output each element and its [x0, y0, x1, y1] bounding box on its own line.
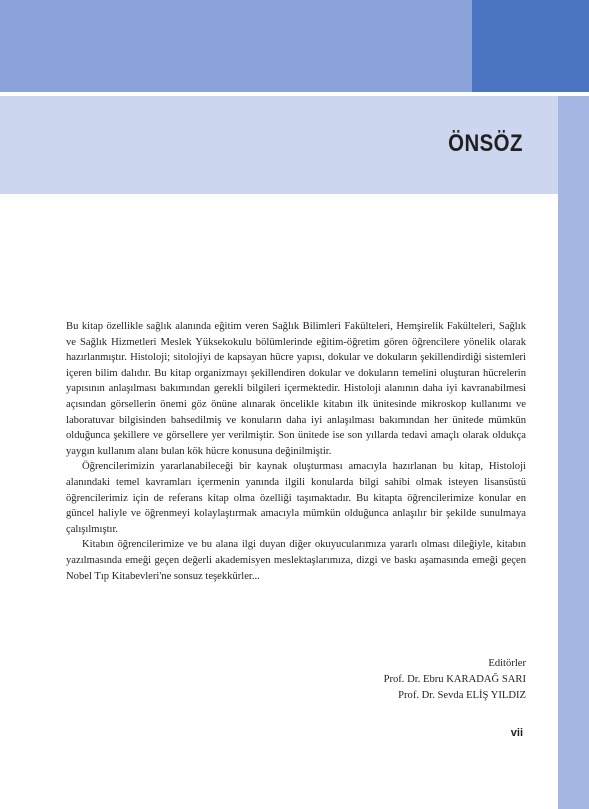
header-band-accent [472, 0, 589, 92]
editor-name: Prof. Dr. Sevda ELİŞ YILDIZ [398, 689, 526, 701]
paragraph: Bu kitap özellikle sağlık alanında eğitim veren Sağlık Bilimleri Fakülteleri, Hemşirelik Fakülteleri, Sağlık ve Sağlık Hizmetleri Meslek Yüksekokulu bölümlerinde eğitim-öğretim gören öğrencilere yönelik olarak hazırlanmıştır. Histoloji; sitolojiyi de kapsayan hücre yapısı, dokular ve dokuların şekillendirdiği sistemleri içeren bilim dalıdır. Bu kitap organizmayı şekillendiren dokular ve dokuların temelini oluşturan hücrelerin yapısının anlaşılması bakımından gerekli bilgileri içermektedir. Histoloji alanının daha iyi kavranabilmesi açısından görsellerin önemi göz önüne alınarak öncelikle kitabın ilk ünitesinde mikroskop kullanımı ve laboratuvar bilgisinden bahsedilmiş ve konuların daha iyi anlaşılması bakımından her ünitede mümkün olduğunca şekillere ve görsellere yer verilmiştir. Son ünitede ise son yıllarda tedavi amaçlı olarak oldukça yaygın kullanım alanı bulan kök hücre konusuna değinilmiştir. [66, 321, 526, 457]
signature-role: Editörler [488, 658, 526, 669]
page-title: ÖNSÖZ [448, 130, 523, 157]
editor-name: Prof. Dr. Ebru KARADAĞ SARI [383, 673, 526, 685]
side-band [558, 96, 589, 809]
paragraph: Öğrencilerimizin yararlanabileceği bir kaynak oluşturması amacıyla hazırlanan bu kitap, Histoloji alanındaki temel kavramları içermenin yanında ilgili konularda bilgi sahibi olmak isteyen lisansüstü öğrencilerimiz için de referans kitap olma özelliği taşımaktadır. Bu kitapta öğrencilerimize konular en güncel haliyle ve öğrenmeyi kolaylaştırmak amacıyla mümkün olduğunca anlaşılır bir şekilde sunulmaya çalışılmıştır. [66, 461, 526, 535]
signature-block [384, 656, 526, 703]
header-band [0, 0, 472, 92]
paragraph: Kitabın öğrencilerimize ve bu alana ilgi duyan diğer okuyucularımıza yararlı olması dileğiyle, kitabın yazılmasında emeği geçen değerli akademisyen meslektaşlarımıza, dizgi ve baskı aşamasında emeği geçen Nobel Tıp Kitabevleri'ne sonsuz teşekkürler... [66, 539, 526, 582]
page-number: vii [510, 727, 523, 739]
preface-body [66, 319, 526, 584]
